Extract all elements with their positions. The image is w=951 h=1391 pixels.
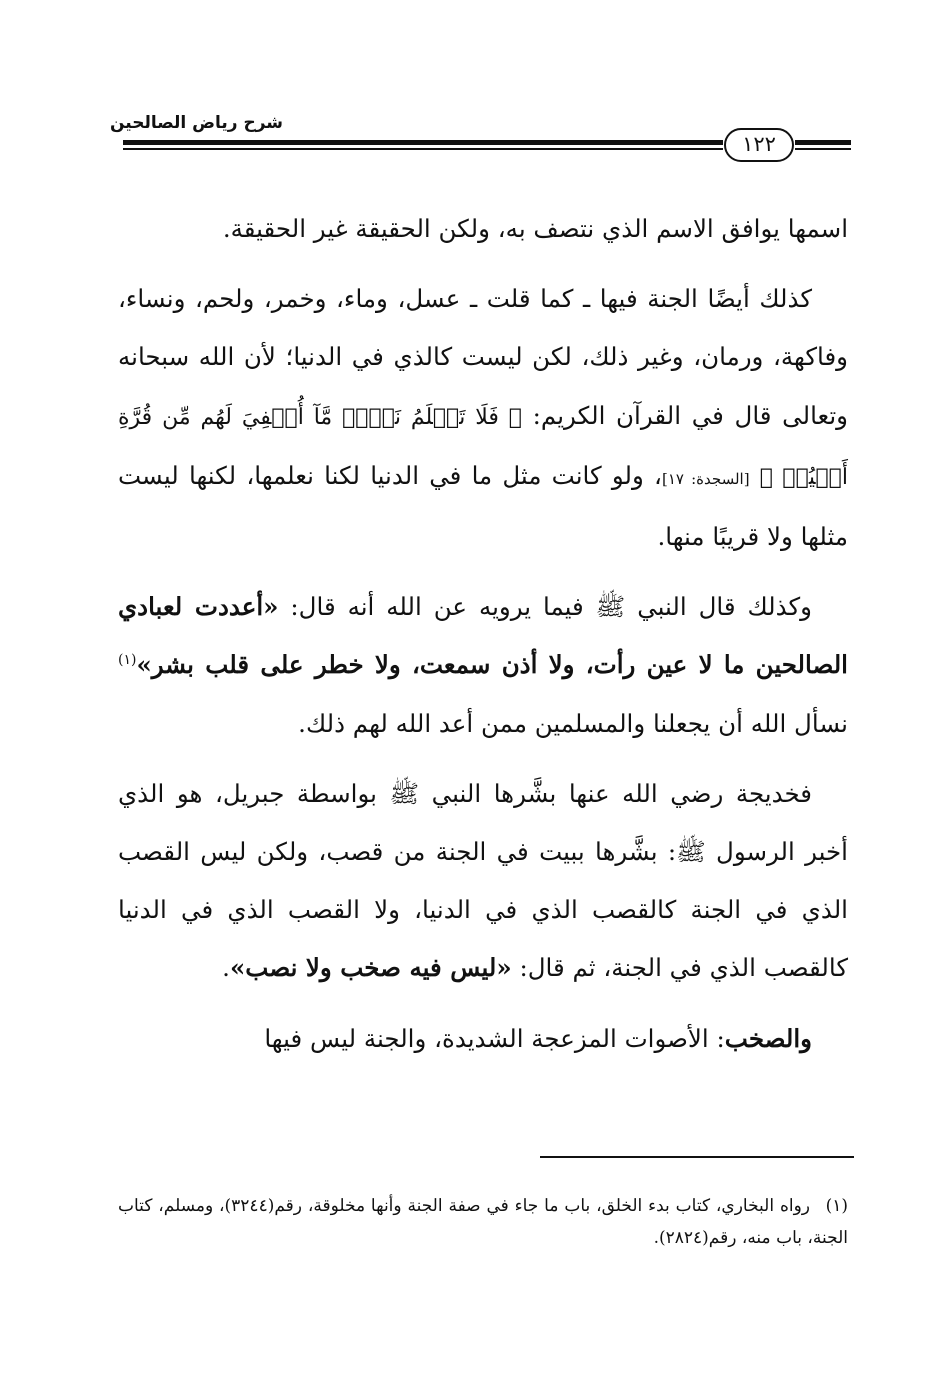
paragraph-1 (118, 200, 848, 258)
footnote-text: رواه البخاري، كتاب بدء الخلق، باب ما جاء في صفة الجنة وأنها مخلوقة، رقم(٣٢٤٤)، ومسلم، كتاب الجنة، باب منه، رقم(٢٨٢٤). (118, 1196, 848, 1248)
hadith-quote-1: «أعددت لعبادي الصالحين ما لا عين رأت، ولا أذن سمعت، ولا خطر على قلب بشر» (118, 592, 848, 680)
paragraph-4-end: . (222, 953, 230, 983)
footnote-number: (١) (825, 1196, 848, 1216)
header-rule-right (795, 140, 851, 152)
hadith-quote-2: «ليس فيه صخب ولا نصب» (229, 953, 512, 983)
quran-reference: [السجدة: ١٧] (661, 469, 750, 488)
paragraph-4-text: فخديجة رضي الله عنها بشَّرها النبي ﷺ بواسطة جبريل، هو الذي أخبر الرسول ﷺ: بشَّرها ببيت في الجنة من قصب، ولكن ليس القصب الذي في الجنة كالقصب الذي في الدنيا، ولا القصب الذي في الدنيا كالقصب الذي في الجنة، ثم قال: (118, 778, 848, 983)
paragraph-1-text: اسمها يوافق الاسم الذي نتصف به، ولكن الحقيقة غير الحقيقة. (222, 214, 848, 243)
paragraph-2-text: كذلك أيضًا الجنة فيها ـ كما قلت ـ عسل، وماء، وخمر، ولحم، ونساء، وفاكهة، ورمان، وغير ذلك، لكن ليست كالذي في الدنيا؛ لأن الله سبحانه وتعالى قال في القرآن الكريم: (118, 284, 849, 430)
paragraph-5-text: : الأصوات المزعجة الشديدة، والجنة ليس فيها (264, 1023, 725, 1053)
header-rule (123, 140, 723, 152)
paragraph-3 (118, 578, 848, 753)
paragraph-2 (118, 270, 848, 566)
paragraph-3-rest: نسأل الله أن يجعلنا والمسلمين ممن أعد الله لهم ذلك. (298, 708, 848, 738)
defined-term: والصخب (724, 1023, 812, 1053)
paragraph-2-continuation: ، ولو كانت مثل ما في الدنيا لكنا نعلمها، لكنها ليست مثلها ولا قريبًا منها. (118, 460, 848, 552)
footnote-separator (540, 1156, 854, 1158)
running-title: شرح رياض الصالحين (109, 113, 283, 133)
footnote-1 (118, 1190, 848, 1254)
footnote-marker: (١) (118, 652, 137, 669)
page-number: ١٢٢ (724, 128, 794, 162)
paragraph-3-intro: وكذلك قال النبي ﷺ فيما يرويه عن الله أنه قال: (290, 592, 812, 622)
paragraph-5 (118, 1010, 848, 1068)
paragraph-4 (118, 765, 848, 998)
quran-verse: ﴿ فَلَا تَعۡلَمُ نَفۡسٞ مَّآ أُخۡفِيَ لَهُم مِّن قُرَّةِ أَعۡيُنٖ ﴾ (118, 404, 848, 490)
main-text (118, 200, 848, 1068)
